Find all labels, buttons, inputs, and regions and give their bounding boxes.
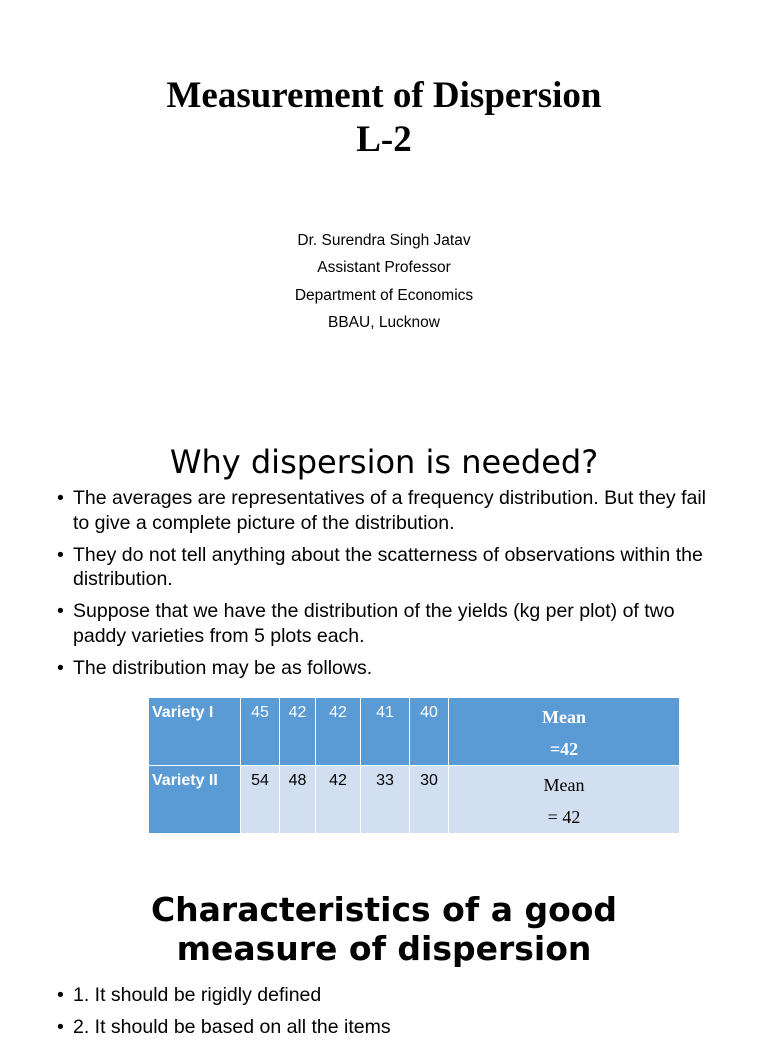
mean-cell xyxy=(449,698,680,766)
table-row xyxy=(149,698,680,766)
table-cell: 54 xyxy=(241,766,280,834)
table-row-label: Variety II xyxy=(149,766,241,834)
table-cell: 42 xyxy=(316,766,361,834)
mean-value: = 42 xyxy=(547,807,581,827)
slide2-bullet-list xyxy=(57,486,717,688)
table-cell: 42 xyxy=(316,698,361,766)
table-row xyxy=(149,766,680,834)
title-line-1: Measurement of Dispersion xyxy=(166,75,602,116)
list-item: • Suppose that we have the distribution of the yields (kg per plot) of two paddy varieties from 5 plots each. xyxy=(57,599,717,648)
table-cell: 30 xyxy=(410,766,449,834)
list-item: • They do not tell anything about the scatterness of observations within the distribution. xyxy=(57,543,717,592)
mean-cell xyxy=(449,766,680,834)
mean-value: =42 xyxy=(549,739,579,759)
author-designation: Assistant Professor xyxy=(317,259,451,277)
mean-label: Mean xyxy=(542,707,586,727)
slide1-title xyxy=(0,74,768,162)
title-line-2: measure of dispersion xyxy=(176,928,592,968)
table-cell: 45 xyxy=(241,698,280,766)
mean-label: Mean xyxy=(543,775,585,795)
title-line-2: L-2 xyxy=(356,119,412,160)
table-cell: 40 xyxy=(410,698,449,766)
list-item: • 1. It should be rigidly defined xyxy=(57,983,717,1008)
table-cell: 48 xyxy=(280,766,316,834)
list-item: • The averages are representatives of a frequency distribution. But they fail to give a complete picture of the distribution. xyxy=(57,486,717,535)
list-item: • 2. It should be based on all the items xyxy=(57,1015,717,1040)
slide3-bullet-list xyxy=(57,983,717,1047)
list-item: • The distribution may be as follows. xyxy=(57,656,717,681)
table-cell: 41 xyxy=(361,698,410,766)
table-row-label: Variety I xyxy=(149,698,241,766)
slide2-title: Why dispersion is needed? xyxy=(169,443,599,481)
slide1-author-block xyxy=(0,227,768,336)
table-cell: 33 xyxy=(361,766,410,834)
slide3-title xyxy=(0,891,768,968)
author-institution: BBAU, Lucknow xyxy=(328,313,440,331)
author-name: Dr. Surendra Singh Jatav xyxy=(297,232,471,249)
distribution-table xyxy=(148,697,680,834)
table-cell: 42 xyxy=(280,698,316,766)
title-line-1: Characteristics of a good xyxy=(150,890,618,929)
author-department: Department of Economics xyxy=(294,286,474,304)
